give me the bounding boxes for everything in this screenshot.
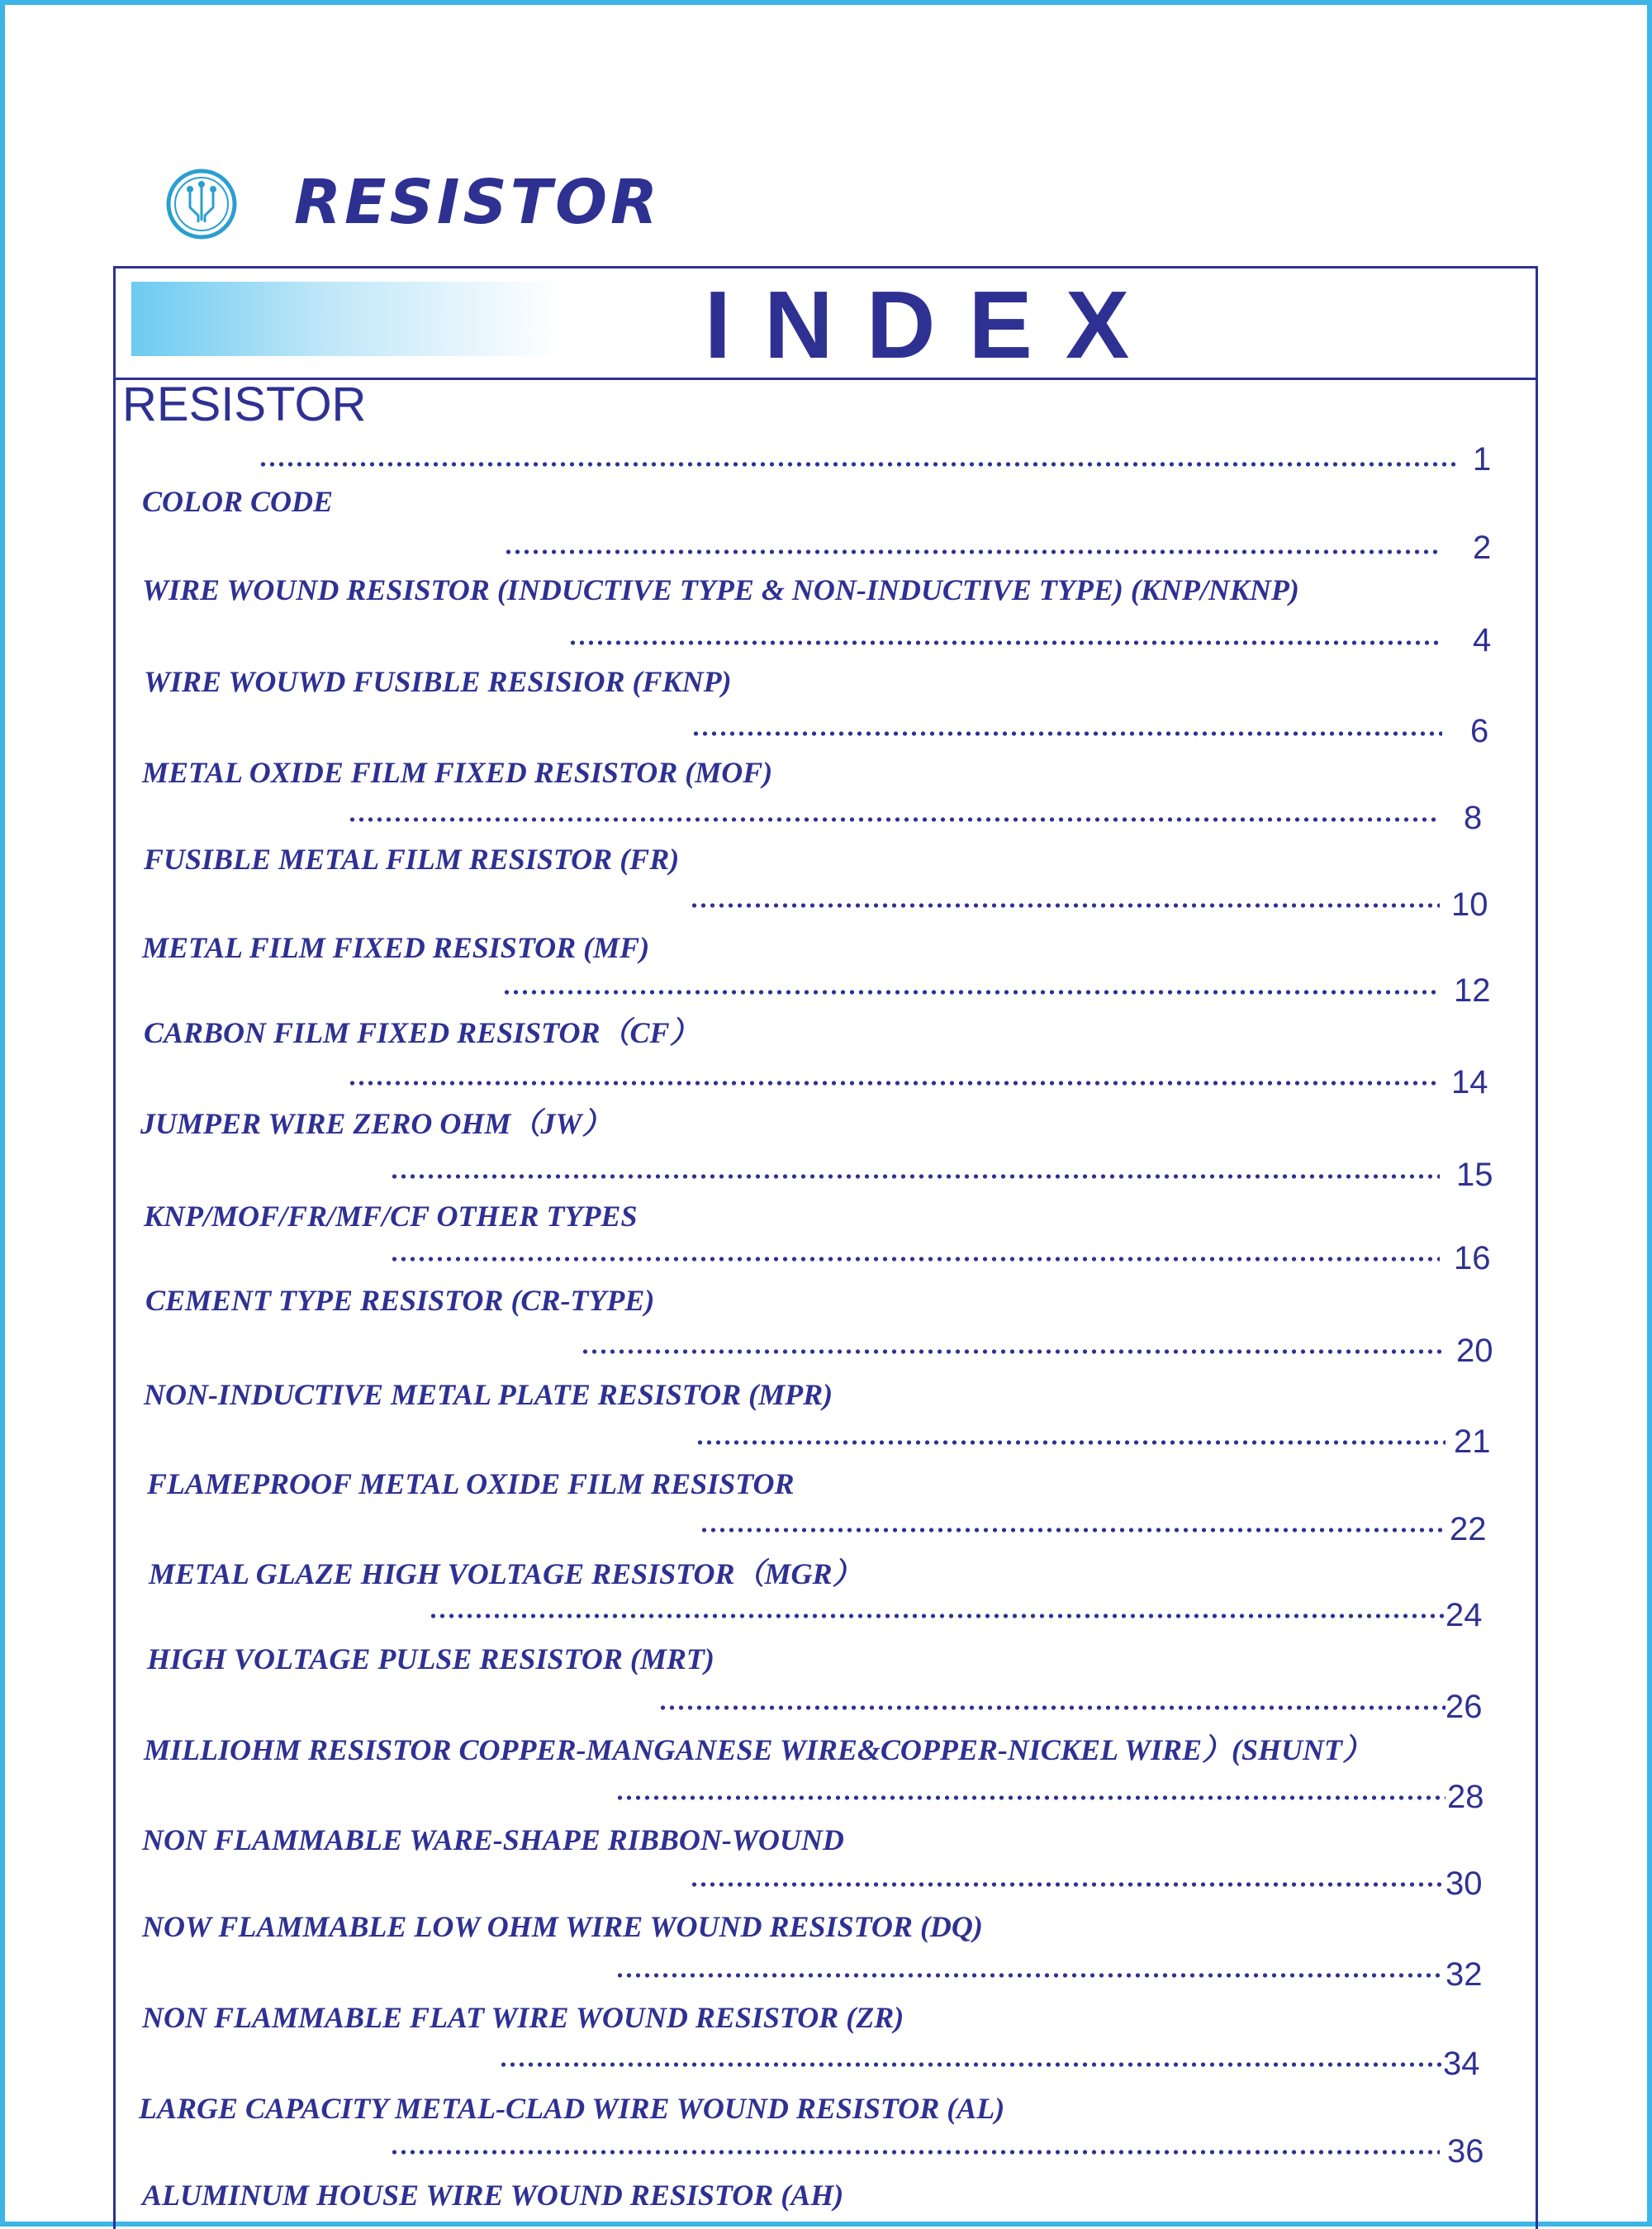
toc-page-number: 2 [1473, 530, 1492, 566]
dot-leader [700, 1527, 1446, 1533]
dot-leader [615, 1972, 1441, 1979]
dot-leader [390, 2149, 1440, 2155]
decorative-gradient-bar [131, 282, 561, 356]
toc-entry-title: HIGH VOLTAGE PULSE RESISTOR (MRT) [147, 1642, 714, 1675]
dot-leader [504, 549, 1442, 555]
dot-leader [348, 816, 1440, 823]
toc-page-number: 34 [1443, 2046, 1480, 2082]
toc-page-number: 32 [1446, 1956, 1483, 1993]
toc-entry-title: CARBON FILM FIXED RESISTOR（CF） [144, 1016, 700, 1049]
toc-entry-title: METAL GLAZE HIGH VOLTAGE RESISTOR（MGR） [149, 1557, 862, 1590]
toc-page-number: 6 [1470, 713, 1489, 749]
toc-page-number: 26 [1446, 1689, 1483, 1725]
dot-leader [348, 1080, 1440, 1086]
toc-entry-title: KNP/MOF/FR/MF/CF OTHER TYPES [144, 1200, 638, 1233]
toc-entry-title: COLOR CODE [142, 485, 334, 518]
dot-leader [499, 2061, 1441, 2068]
index-title: INDEX [704, 271, 1163, 378]
toc-page-number: 12 [1454, 972, 1491, 1009]
toc-page-number: 30 [1446, 1865, 1483, 1902]
toc-entry-title: ALUMINUM HOUSE WIRE WOUND RESISTOR (AH) [142, 2179, 844, 2212]
toc-page-number: 1 [1473, 441, 1492, 478]
toc-entry-title: NON FLAMMABLE WARE-SHAPE RIBBON-WOUND [142, 1823, 844, 1856]
section-title: RESISTOR [122, 378, 367, 431]
dot-leader [658, 1704, 1446, 1711]
dot-leader [259, 461, 1459, 468]
toc-page-number: 4 [1473, 622, 1492, 658]
toc-page-number: 36 [1447, 2133, 1484, 2170]
toc-entry-title: FLAMEPROOF METAL OXIDE FILM RESISTOR [147, 1467, 795, 1500]
toc-entry-title: NON-INDUCTIVE METAL PLATE RESISTOR (MPR) [144, 1378, 833, 1411]
dot-leader [502, 989, 1440, 996]
toc-entry-title: MILLIOHM RESISTOR COPPER-MANGANESE WIRE&COPPER-NICKEL WIRE）(SHUNT） [144, 1733, 1373, 1766]
dot-leader [429, 1613, 1446, 1619]
toc-page-number: 8 [1464, 800, 1483, 836]
toc-entry-title: METAL FILM FIXED RESISTOR (MF) [142, 931, 650, 964]
toc-entry-title: JUMPER WIRE ZERO OHM（JW） [140, 1107, 612, 1140]
toc-entry-title: WIRE WOUWD FUSIBLE RESISIOR (FKNP) [144, 665, 732, 698]
toc-page-number: 14 [1451, 1064, 1488, 1100]
dot-leader [390, 1256, 1440, 1262]
toc-page-number: 10 [1451, 886, 1488, 923]
toc-page-number: 22 [1450, 1511, 1487, 1547]
toc-entry-title: FUSIBLE METAL FILM RESISTOR (FR) [144, 843, 680, 876]
toc-page-number: 24 [1446, 1597, 1483, 1633]
index-header [116, 269, 1536, 380]
circuit-circle-icon [165, 168, 238, 240]
dot-leader [581, 1348, 1442, 1355]
toc-entry-title: NON FLAMMABLE FLAT WIRE WOUND RESISTOR (ZR) [142, 2001, 904, 2034]
dot-leader [690, 902, 1440, 909]
toc-entry-title: CEMENT TYPE RESISTOR (CR-TYPE) [145, 1284, 655, 1317]
toc-page-number: 16 [1454, 1240, 1491, 1276]
toc-entry-title: NOW FLAMMABLE LOW OHM WIRE WOUND RESISTOR (DQ) [142, 1910, 983, 1943]
toc-entry-title: LARGE CAPACITY METAL-CLAD WIRE WOUND RESISTOR (AL) [139, 2092, 1005, 2125]
toc-page-number: 21 [1454, 1423, 1491, 1460]
dot-leader [390, 1173, 1440, 1180]
dot-leader [691, 730, 1442, 737]
toc-entry-title: METAL OXIDE FILM FIXED RESISTOR (MOF) [142, 756, 773, 789]
toc-page-number: 28 [1447, 1779, 1484, 1815]
dot-leader [695, 1439, 1446, 1446]
dot-leader [615, 1794, 1446, 1801]
brand-title: RESISTOR [294, 167, 662, 238]
dot-leader [690, 1881, 1441, 1888]
dot-leader [568, 639, 1442, 646]
toc-page-number: 15 [1456, 1157, 1493, 1193]
toc-page-number: 20 [1456, 1333, 1493, 1369]
toc-entry-title: WIRE WOUND RESISTOR (INDUCTIVE TYPE & NON-INDUCTIVE TYPE) (KNP/NKNP) [142, 573, 1299, 606]
